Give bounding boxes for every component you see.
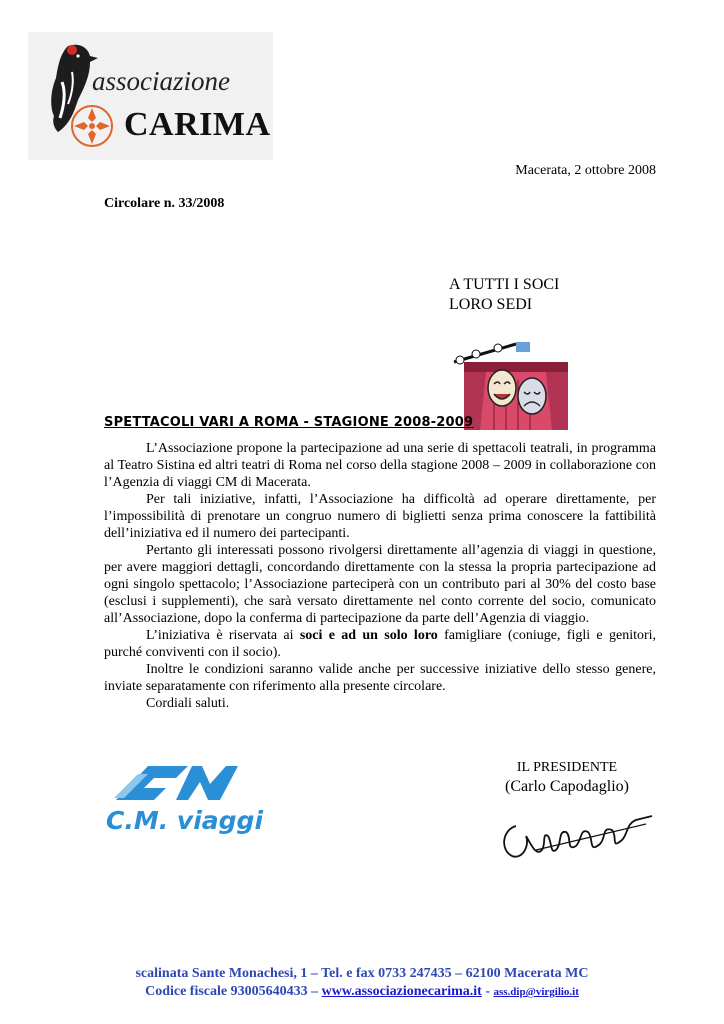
president-name: (Carlo Capodaglio) xyxy=(505,778,629,795)
recipients-block xyxy=(449,275,559,315)
association-logo xyxy=(28,32,273,160)
footer-separator: - xyxy=(481,984,494,999)
body-p4-bold: soci e ad un solo loro xyxy=(299,628,438,643)
body-paragraph-4 xyxy=(104,627,656,661)
cm-viaggi-text: C.M. viaggi xyxy=(106,806,264,835)
logo-association-text: associazione xyxy=(92,66,230,96)
body-paragraph-2: Per tali iniziative, infatti, l’Associazione ha difficoltà ad operare direttamente, per l’impossibilità di prenotare un congruo numero di biglietti senza prima conoscere la fattibilità dell’iniziativa ed il numero dei partecipanti. xyxy=(104,492,656,541)
signature-block xyxy=(487,760,647,796)
letter-body xyxy=(104,440,656,712)
email-link[interactable]: ass.dip@virgilio.it xyxy=(493,986,579,998)
footer-fiscal-code: Codice fiscale 93005640433 – xyxy=(145,984,322,999)
website-link[interactable]: www.associazionecarima.it xyxy=(321,984,482,999)
subject-heading: SPETTACOLI VARI A ROMA - STAGIONE 2008-2009 xyxy=(104,415,474,430)
cross-emblem-icon xyxy=(70,104,114,148)
cm-viaggi-logo xyxy=(104,764,264,844)
letter-footer xyxy=(0,965,724,1001)
circular-number: Circolare n. 33/2008 xyxy=(104,196,225,211)
body-paragraph-3: Pertanto gli interessati possono rivolgersi direttamente all’agenzia di viaggi in questione, per avere maggiori dettagli, concordando direttamente con la stessa la propria partecipazione ad ogni singolo spettacolo; l’Associazione parteciperà con un contributo pari al 30% del costo base (esclusi i supplementi), che sarà versato direttamente nel conto corrente del socio, comunicato all’Associazione, dopo la conferma di partecipazione da parte dell’Agenzia di viaggio. xyxy=(104,543,656,626)
footer-contacts xyxy=(0,983,724,1001)
president-title: IL PRESIDENTE xyxy=(516,760,618,775)
recipients-line-2: LORO SEDI xyxy=(449,296,533,313)
body-paragraph-6: Cordiali saluti. xyxy=(146,696,230,711)
footer-address: scalinata Sante Monachesi, 1 – Tel. e fax 0733 247435 – 62100 Macerata MC xyxy=(135,966,589,981)
body-p4-before: L’iniziativa è riservata ai xyxy=(146,628,300,643)
body-paragraph-5: Inoltre le condizioni saranno valide anche per successive iniziative dello stesso genere, inviate separatamente con riferimento alla presente circolare. xyxy=(104,662,656,694)
cm-viaggi-emblem-icon xyxy=(104,764,264,812)
recipients-line-1: A TUTTI I SOCI xyxy=(449,276,560,293)
body-p4-after: famigliare (coniuge, figli e genitori, purché conviventi con il socio). xyxy=(104,628,657,660)
letter-date: Macerata, 2 ottobre 2008 xyxy=(515,163,656,178)
handwritten-signature xyxy=(496,806,656,870)
logo-carima-text: CARIMA xyxy=(124,106,271,143)
body-paragraph-1: L’Associazione propone la partecipazione ad una serie di spettacoli teatrali, in programma al Teatro Sistina ed altri teatri di Roma nel corso della stagione 2008 – 2009 in collaborazione con l’Agenzia di viaggi CM di Macerata. xyxy=(104,441,656,490)
